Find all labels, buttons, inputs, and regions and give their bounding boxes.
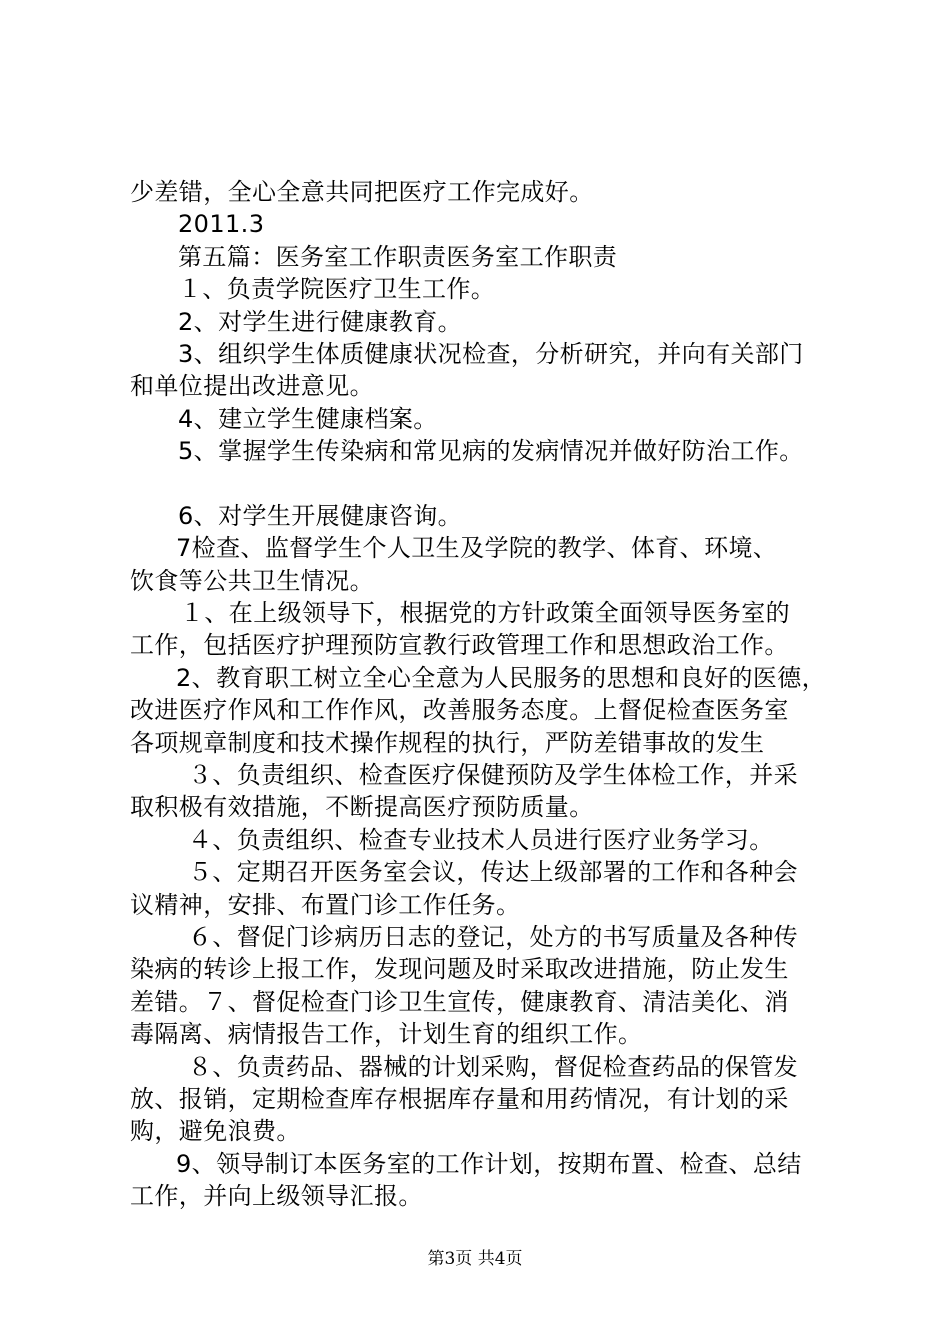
text-line: 9、领导制订本医务室的工作计划，按期布置、检查、总结 — [176, 1149, 802, 1178]
page-number-footer: 第3页 共4页 — [427, 1249, 523, 1269]
text-line: 5、掌握学生传染病和常见病的发病情况并做好防治工作。 — [178, 437, 804, 466]
text-line: 和单位提出改进意见。 — [130, 372, 374, 401]
text-line: 饮食等公共卫生情况。 — [130, 566, 374, 595]
text-line: １、负责学院医疗卫生工作。 — [178, 275, 496, 304]
text-line: 7检查、监督学生个人卫生及学院的教学、体育、环境、 — [176, 534, 778, 563]
text-line: ４、负责组织、检查专业技术人员进行医疗业务学习。 — [188, 825, 774, 854]
text-line: 工作，并向上级领导汇报。 — [130, 1182, 423, 1211]
text-line: 2、教育职工树立全心全意为人民服务的思想和良好的医德， — [176, 663, 827, 692]
text-line: 4、建立学生健康档案。 — [178, 404, 438, 433]
text-line: 毒隔离、病情报告工作，计划生育的组织工作。 — [130, 1020, 643, 1049]
text-line: １、在上级领导下，根据党的方针政策全面领导医务室的 — [180, 599, 790, 628]
blank-line — [130, 468, 830, 500]
text-line: 差错。７、督促检查门诊卫生宣传，健康教育、清洁美化、消 — [130, 987, 789, 1016]
text-line: 改进医疗作风和工作作风，改善服务态度。上督促检查医务室 — [130, 696, 789, 725]
text-line: 2、对学生进行健康教育。 — [178, 307, 463, 336]
text-line: ８、负责药品、器械的计划采购，督促检查药品的保管发 — [188, 1052, 798, 1081]
text-line: ３、负责组织、检查医疗保健预防及学生体检工作，并采 — [188, 761, 798, 790]
text-line: 议精神，安排、布置门诊工作任务。 — [130, 890, 521, 919]
text-line: 染病的转诊上报工作，发现问题及时采取改进措施，防止发生 — [130, 955, 789, 984]
text-line: ５、定期召开医务室会议，传达上级部署的工作和各种会 — [188, 858, 798, 887]
text-line: 工作，包括医疗护理预防宣教行政管理工作和思想政治工作。 — [130, 631, 789, 660]
document-body — [130, 176, 830, 1213]
text-line: 6、对学生开展健康咨询。 — [178, 501, 463, 530]
text-line: 取积极有效措施，不断提高医疗预防质量。 — [130, 793, 594, 822]
text-line: 各项规章制度和技术操作规程的执行，严防差错事故的发生 — [130, 728, 765, 757]
section-heading: 第五篇：医务室工作职责医务室工作职责 — [178, 242, 618, 271]
date-line: 2011.3 — [178, 210, 265, 239]
text-line: 放、报销，定期检查库存根据库存量和用药情况，有计划的采 — [130, 1084, 789, 1113]
text-line: 购，避免浪费。 — [130, 1117, 301, 1146]
text-line: 3、组织学生体质健康状况检查，分析研究，并向有关部门 — [178, 339, 804, 368]
text-line: ６、督促门诊病历日志的登记，处方的书写质量及各种传 — [188, 922, 798, 951]
text-line: 少差错，全心全意共同把医疗工作完成好。 — [130, 178, 594, 206]
